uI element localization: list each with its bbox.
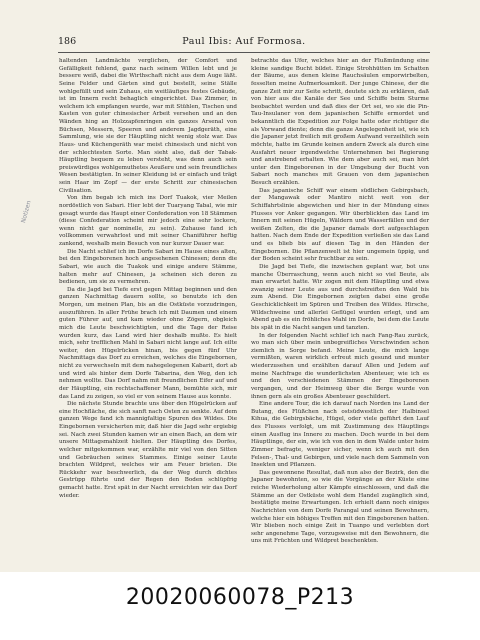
text-column-right bbox=[251, 58, 429, 545]
running-title: Paul Ibis: Auf Formosa. bbox=[182, 36, 306, 47]
page-header bbox=[58, 36, 430, 50]
paragraph: Die nächste Stunde brachte uns über den Hügelrücken auf eine Hochfläche, die sich sanft nach Osten zu senkte. Auf dem ganzen Wege fand ich mannigfaltige Spuren des Wildes. Die Eingebornen versicherten mir, daß hier die Jagd sehr ergiebig sei. Nach zwei Stunden kamen wir an einen Bach, an dem wir unsere Mittagsmahlzeit hielten. Der Häuptling des Dorfes, welcher mitgekommen war, erzählte mir viel von den Sitten und Gebräuchen seines Stammes. Einige seiner Leute brachten Wildpret, welches wir am Feuer brieten. Die Rückkehr war beschwerlich, da der Weg durch dichtes Gestrüpp führte und der Regen den Boden schlüpfrig gemacht hatte. Erst spät in der Nacht erreichten wir das Dorf wieder. bbox=[59, 401, 237, 499]
paragraph: Eine andere Tour, die ich darauf nach Norden ins Land der Butang, des Flüßchen nach ostsüdwestlich der Halbinsel Kihua, die Gebirgsbäche, Hügel, oder viele geführt den Lauf des Flusses verfolgt, um mit Zustimmung des Häuptlings einen Ausflug ins Innere zu machen. Doch wurde in bei dem Häuptlinge, der ein, wie ich von den in dem Walde unter heim Zimmer befragte, weniger sicher, wenn ich auch mit den Felsen-, Thal- und Gebirgen, und viele nach dem Sammeln von Insekten und Pflanzen. bbox=[251, 401, 429, 469]
text-column-left bbox=[59, 58, 237, 538]
archive-id-caption: 20020060078_P213 bbox=[125, 585, 355, 610]
paragraph: Das japanische Schiff war einem südlichen Gebirgsbach, der Mangawak oder Mantiro nicht weit von der Schiffahrtslinie abgewichen und hier in der Mündung eines Flusses vor Anker gegangen. Wir überblickten das Land im Innern mit seinen Hügeln, Wäldern und Wasserfällen und der weißen Zelten, die die Japaner damals dort aufgeschlagen hatten. Nach dem Ende der Expedition verließen sie das Land und es blieb bis auf diesen Tag in den Händen der Eingebornen. Die Pflanzenwelt ist hier ungemein üppig, und der Boden scheint sehr fruchtbar zu sein. bbox=[251, 187, 429, 263]
paragraph: In der folgenden Nacht schlief ich nach Fang-Rau zurück, wo man sich über mein unbegreifliches Verschwinden schon ziemlich in Sorge befand. Meine Leute, die mich lange vermißten, waren wirklich erfreut mich gesund und munter wiederzusehen und erzählten darauf Allen und Jedem auf meine Nachfrage die wunderlichsten Abenteuer, wie ich es und den verschiedenen Stämmen der Eingeborenen vergangen, und der Heimweg über die Berge wurde von ihnen gern als ein großes Abenteuer geschildert. bbox=[251, 332, 429, 400]
paragraph: Das gewonnene Resultat, daß nun also der Bezirk, den die Japaner bewohnten, so wie die Vorgänge an der Küste eine reiche Wiederholung alter Kämpfe einschlossen, und daß die Stämme an der Ostküste wohl dem Handel zugänglich sind, bestätigte meine Erwartungen. Ich erhielt dann noch einiges Nachrichten von dem Dorfe Parangal und seinen Bewohnern, welche hier ein höhiges Treffen mit den Eingeborenen hatten. Wir blieben noch einige Zeit in Tuanpo und verlebten dort sehr angenehme Tage, vorzugsweise mit den Bewohnern, die uns mit Früchten und Wildpret beschenkten. bbox=[251, 469, 429, 545]
page-number: 186 bbox=[58, 36, 77, 47]
paragraph: Da die Jagd bei Tiefe erst gegen Mittag beginnen und den ganzen Nachmittag dauern sollte, so benutzte ich den Morgen, um meinen Plan, bis an die Ostküste vorzudringen, auszuführen. In aller Frühe brach ich mit Daumen und einem guten Führer auf, und kam wieder ohne Zögern, obgleich mich die Leute beschwichtigten, und die Tage der Reise wurden kurz, das Land wird hier deshalb mußte. Es hielt mich, sehr trefflichen Mahl in Sabari nicht lange auf. Ich eilte weiter, den Hügelrücken hinan, bis gegen fünf Uhr Nachmittags das Dorf zu erreichen, welches die Eingebornen, nicht zu verwechseln mit dem nahegelegenen Kabarit, dort ab und wird als hinter dem Dorfe Tabarina, den Weg, den ich nehmen wollte. Das Dorf nahm mit freundlichen Eifer auf und der Häuptling, ein rechtschaffener Mann, bemühte sich, mir das Land zu zeigen, so viel er von seinem Hause aus konnte. bbox=[59, 286, 237, 400]
paragraph: Die Nacht schlief ich im Dorfe Sabari im Hause eines alten, bei den Eingeborenen hoch angesehenen Chinesen; denn die Sabari, wie auch die Tuakok und einige andere Stämme, halten mehr auf Chinesen, ja scheinen sich deren zu bedienen, um sie zu vermehren. bbox=[59, 248, 237, 286]
paragraph: Die Jagd bei Tiefe, die inzwischen geplant war, bot uns manche Überraschung, wenn auch nicht so viel Beute, als man erwartet hatte. Wir zogen mit dem Häuptling und etwa zwanzig seiner Leute aus und durchstreiften den Wald bis zum Abend. Die Eingebornen zeigten dabei eine große Geschicklichkeit im Spüren und Treiben des Wildes. Hirsche, Wildschweine und allerlei Geflügel wurden erlegt, und am Abend gab es ein fröhliches Mahl im Dorfe, bei dem die Leute bis spät in die Nacht sangen und tanzten. bbox=[251, 263, 429, 331]
paragraph: haltenden Landmächte verglichen, der Comfort und Gefälligkeit fehlend, ganz nach seinem Willen lebt und je bessere weiß, dabei die Wirthschaft nicht aus dem Auge läßt. Seine Felder und Gärten sind gut bestellt, seine Ställe wohlgefüllt und sein Zuhaus, ein weitläufiges festes Gebäude, ist im Innern recht behaglich eingerichtet. Das Zimmer, in welchem ich empfangen wurde, war mit Stühlen, Tischen und Kasten von guter chinesischer Arbeit versehen und an den Wänden hing an Holzzapfenringen ein ganzes Arsenal von Büchsen, Messern, Speeren und anderem Jagdgeräth, eine Sammlung, wie sie der Häuptling nicht wenig stolz war. Das Haus- und Küchengeräth war meist chinesisch und nicht von der schlechtesten Sorte. Man sieht also, daß der Tabak-Häuptling bequem zu leben versteht, was denn auch sein preiswürdiges wohlgemuthetes Aeußere und sein freundliches Wesen bestätigten. In seiner Kleidung ist er einfach und trägt sein Haar im Zopf — der erste Schritt zur chinesischen Civilisation. bbox=[59, 58, 237, 194]
margin-pencil-note: Notizen bbox=[20, 199, 33, 224]
header-rule bbox=[58, 52, 430, 53]
paragraph: betrachte das Ufer, welches hier an der Flußmündung eine kleine sandige Bucht bildet. Einige Strohhütten im Schatten der Bäume, aus denen kleine Rauchsäulen emporwirbelten, fesselten meine Aufmerksamkeit. Der junge Chinese, der die ganze Zeit mir zur Seite schritt, deutete sich zu erklären, daß von hier aus die Kanäle der See und Schiffe beim Sturme beobachtet werden und daß dies der Ort sei, wo sie die Pin-Tau-Insulaner von dem japanischen Schiffe ermordet und bekanntlich die Expedition zur Folge hatte oder richtiger die als Vorwand diente; denn die ganze Angelegenheit ist, wie ich die Japaner jetzt freilich mit großem Aufwand verzeihlich sein möchte, hatte im Grunde keinen andern Zweck als durch eine Ausfahrt neuer irgendwelche Unternehmen bei Regierung und anstrebend erhalten. Wie dem aber auch sei, man hört unter den Eingeborenen in der Umgebung der Bucht von Sabari noch manches mit Grauen von dem japanischen Besuch erzählen. bbox=[251, 58, 429, 186]
paragraph: Von ihm begab ich mich ins Dorf Tuakok, vier Meilen nordöstlich von Sabari. Hier lebt der Tuaryang Tabal, wie mir gesagt wurde das Haupt einer Confederation von 18 Stämmen (diese Confederation scheint mir jedoch eine sehr lockere, wenn nicht gar nominelle, zu sein). Zuhause fand ich vollkommen verwahrlost und mit seiner Chaniführer heftig zankend, weshalb mein Besuch von nur kurzer Dauer war. bbox=[59, 195, 237, 247]
